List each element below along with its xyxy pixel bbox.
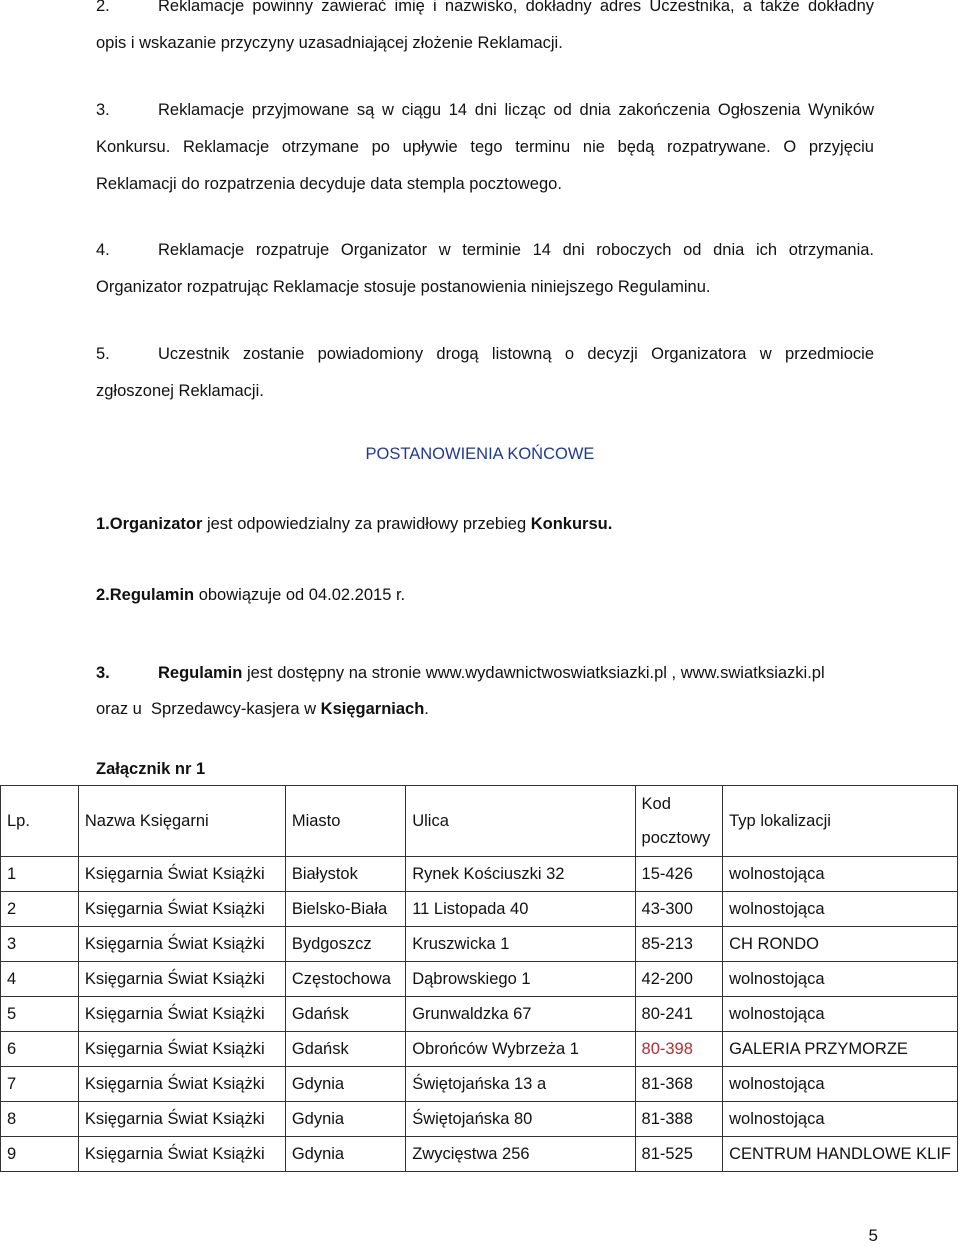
table-row (1, 1137, 958, 1172)
paragraph-line: zgłoszonej Reklamacji. (96, 382, 264, 400)
cell-code: 15-426 (635, 857, 723, 892)
provision-number: 3. (96, 664, 110, 682)
cell-street: Świętojańska 13 a (406, 1067, 635, 1102)
cell-lp: 1 (1, 857, 79, 892)
cell-type: wolnostojąca (723, 857, 958, 892)
cell-street: Rynek Kościuszki 32 (406, 857, 635, 892)
cell-name: Księgarnia Świat Książki (78, 1067, 285, 1102)
paragraph-line: Organizator rozpatrując Reklamacje stosuje postanowienia niniejszego Regulaminu. (96, 278, 711, 296)
cell-lp: 5 (1, 997, 79, 1032)
provision-text: obowiązuje od 04.02.2015 r. (194, 586, 406, 604)
cell-code: 81-388 (635, 1102, 723, 1137)
cell-city: Częstochowa (285, 962, 405, 997)
section-heading: POSTANOWIENIA KOŃCOWE (365, 445, 595, 463)
cell-street: Zwycięstwa 256 (406, 1137, 635, 1172)
paragraph-2 (96, 0, 874, 62)
cell-lp: 9 (1, 1137, 79, 1172)
provision-number: 2. (96, 586, 110, 604)
cell-name: Księgarnia Świat Książki (78, 857, 285, 892)
cell-street: Świętojańska 80 (406, 1102, 635, 1137)
page-number: 5 (868, 1226, 878, 1245)
header-code-line1: Kod (641, 795, 671, 813)
attachment-title: Załącznik nr 1 (96, 760, 206, 778)
cell-name: Księgarnia Świat Książki (78, 962, 285, 997)
paragraph-line: opis i wskazanie przyczyny uzasadniającej złożenie Reklamacji. (96, 34, 563, 52)
cell-street: Grunwaldzka 67 (406, 997, 635, 1032)
paragraph-line: Reklamacje przyjmowane są w ciągu 14 dni licząc od dnia zakończenia Ogłoszenia Wyników (158, 101, 874, 119)
cell-code: 42-200 (635, 962, 723, 997)
cell-name: Księgarnia Świat Książki (78, 1032, 285, 1067)
table-row (1, 962, 958, 997)
cell-city: Gdańsk (285, 1032, 405, 1067)
cell-code: 43-300 (635, 892, 723, 927)
provision-bold: Konkursu. (530, 515, 613, 533)
provision-punctuation: . (424, 700, 429, 718)
paragraph-3 (96, 92, 874, 203)
cell-type: wolnostojąca (723, 1067, 958, 1102)
paragraph-line: Reklamacje rozpatruje Organizator w terminie 14 dni roboczych od dnia ich otrzymania. (158, 241, 874, 259)
cell-city: Białystok (285, 857, 405, 892)
table-row (1, 1067, 958, 1102)
provision-text: oraz u Sprzedawcy-kasjera w (96, 700, 321, 718)
cell-code: 80-398 (635, 1032, 723, 1067)
provision-number: 1. (96, 515, 110, 533)
cell-lp: 7 (1, 1067, 79, 1102)
cell-name: Księgarnia Świat Książki (78, 1102, 285, 1137)
provision-bold: Regulamin (109, 586, 195, 604)
paragraph-number: 3. (96, 101, 110, 119)
paragraph-line: Reklamacji do rozpatrzenia decyduje data stempla pocztowego. (96, 175, 562, 193)
header-postal-code (635, 786, 723, 857)
cell-lp: 4 (1, 962, 79, 997)
provision-bold: Organizator (109, 515, 203, 533)
cell-lp: 8 (1, 1102, 79, 1137)
paragraph-line: Reklamacje powinny zawierać imię i nazwisko, dokładny adres Uczestnika, a także dokładny (158, 0, 874, 15)
header-street: Ulica (406, 786, 635, 857)
final-provision-2 (96, 586, 405, 605)
cell-city: Gdańsk (285, 997, 405, 1032)
table-row (1, 997, 958, 1032)
cell-name: Księgarnia Świat Książki (78, 927, 285, 962)
header-lp: Lp. (1, 786, 79, 857)
cell-street: Obrońców Wybrzeża 1 (406, 1032, 635, 1067)
table-row (1, 857, 958, 892)
cell-code: 85-213 (635, 927, 723, 962)
header-name: Nazwa Księgarni (78, 786, 285, 857)
cell-street: 11 Listopada 40 (406, 892, 635, 927)
cell-code: 80-241 (635, 997, 723, 1032)
cell-name: Księgarnia Świat Książki (78, 892, 285, 927)
paragraph-line: Konkursu. Reklamacje otrzymane po upływie tego terminu nie będą rozpatrywane. O przyjęciu (96, 138, 874, 156)
cell-city: Bielsko-Biała (285, 892, 405, 927)
cell-code: 81-525 (635, 1137, 723, 1172)
provision-text: jest dostępny na stronie www.wydawnictwoswiatksiazki.pl , www.swiatksiazki.pl (242, 664, 825, 682)
header-code-line2: pocztowy (641, 829, 711, 847)
cell-type: GALERIA PRZYMORZE (723, 1032, 958, 1067)
cell-city: Gdynia (285, 1102, 405, 1137)
table-row (1, 1032, 958, 1067)
cell-type: wolnostojąca (723, 892, 958, 927)
header-type: Typ lokalizacji (723, 786, 958, 857)
final-provision-1 (96, 515, 612, 534)
table-row (1, 927, 958, 962)
cell-city: Gdynia (285, 1067, 405, 1102)
cell-lp: 3 (1, 927, 79, 962)
cell-street: Dąbrowskiego 1 (406, 962, 635, 997)
cell-name: Księgarnia Świat Książki (78, 997, 285, 1032)
header-city: Miasto (285, 786, 405, 857)
table-row (1, 892, 958, 927)
final-provision-3 (96, 655, 825, 727)
cell-type: wolnostojąca (723, 997, 958, 1032)
paragraph-4 (96, 232, 874, 306)
provision-bold: Księgarniach (320, 700, 425, 718)
cell-name: Księgarnia Świat Książki (78, 1137, 285, 1172)
provision-bold: Regulamin (158, 664, 243, 682)
paragraph-line: Uczestnik zostanie powiadomiony drogą listowną o decyzji Organizatora w przedmiocie (158, 345, 874, 363)
cell-lp: 6 (1, 1032, 79, 1067)
cell-type: wolnostojąca (723, 962, 958, 997)
cell-code: 81-368 (635, 1067, 723, 1102)
table-row (1, 1102, 958, 1137)
cell-lp: 2 (1, 892, 79, 927)
cell-type: CH RONDO (723, 927, 958, 962)
cell-type: CENTRUM HANDLOWE KLIF (723, 1137, 958, 1172)
cell-type: wolnostojąca (723, 1102, 958, 1137)
cell-city: Gdynia (285, 1137, 405, 1172)
cell-city: Bydgoszcz (285, 927, 405, 962)
paragraph-5 (96, 336, 874, 410)
paragraph-number: 4. (96, 241, 110, 259)
provision-text: jest odpowiedzialny za prawidłowy przebieg (202, 515, 531, 533)
paragraph-number: 5. (96, 345, 110, 363)
cell-street: Kruszwicka 1 (406, 927, 635, 962)
paragraph-number: 2. (96, 0, 110, 15)
table-header-row (1, 786, 958, 857)
stores-table (0, 785, 958, 1172)
